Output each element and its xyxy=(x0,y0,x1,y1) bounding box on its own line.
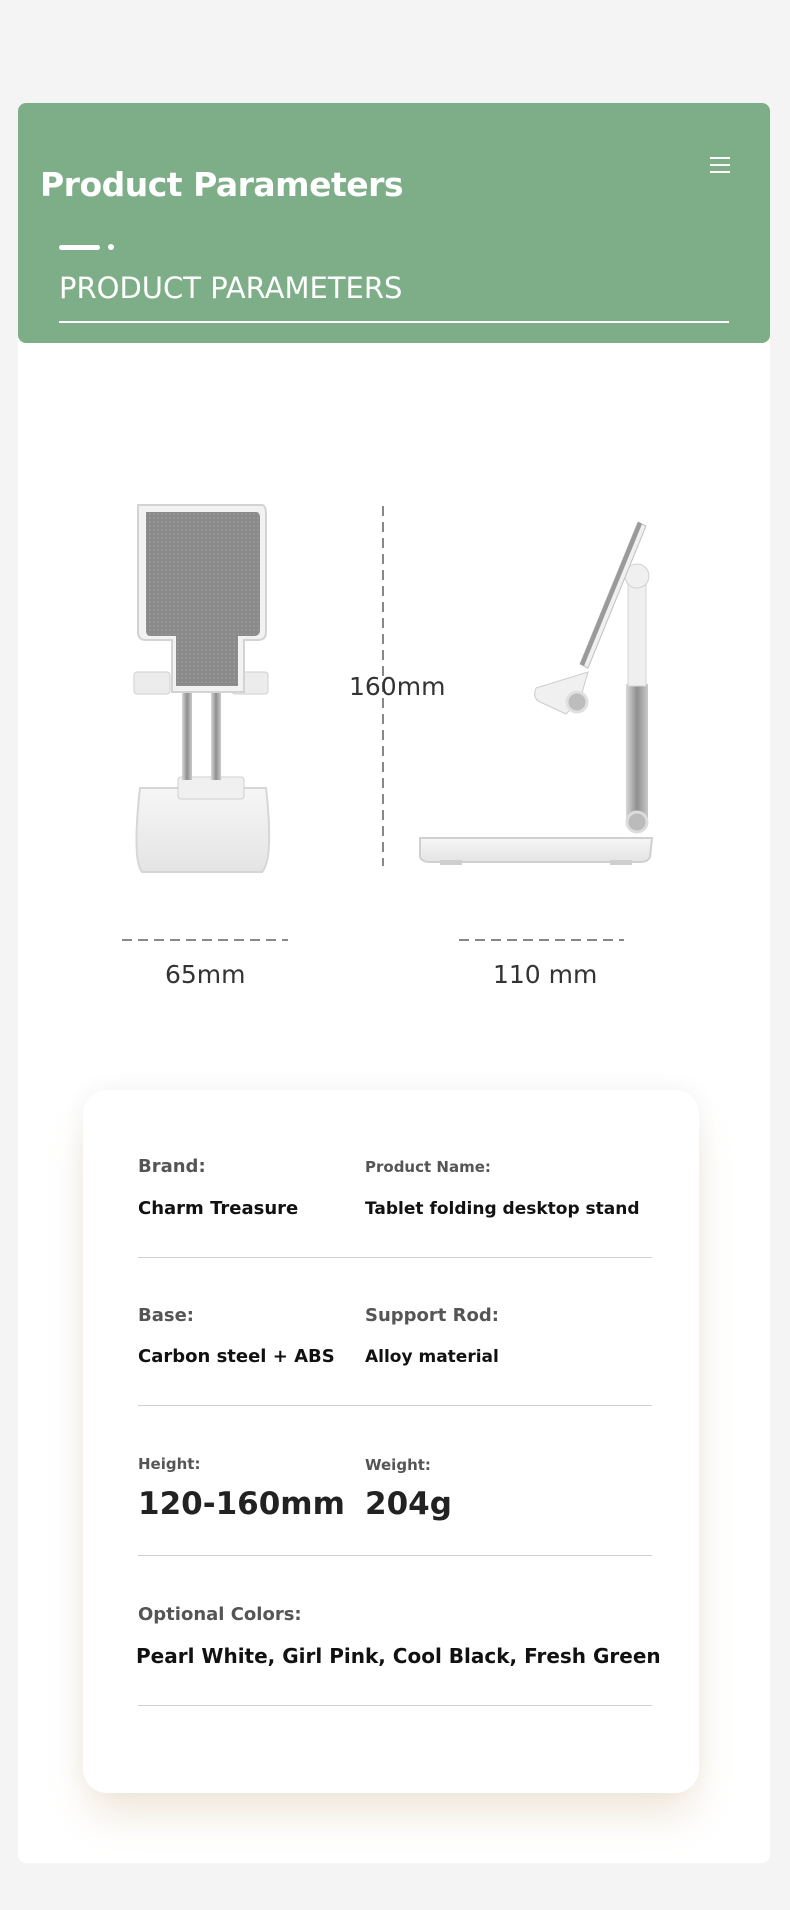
height-dimension-label: 160mm xyxy=(349,672,446,701)
spec-divider xyxy=(138,1257,652,1258)
base-value: Carbon steel + ABS xyxy=(138,1346,335,1367)
brand-label: Brand: xyxy=(138,1156,206,1177)
spec-divider xyxy=(138,1405,652,1406)
front-view-stand xyxy=(134,505,269,872)
base-label: Base: xyxy=(138,1305,194,1326)
support-rod-label: Support Rod: xyxy=(365,1305,499,1326)
depth-dimension-label: 110 mm xyxy=(493,960,598,989)
spec-divider xyxy=(138,1555,652,1556)
weight-label: Weight: xyxy=(365,1456,431,1474)
weight-value: 204g xyxy=(365,1486,452,1522)
spec-divider xyxy=(138,1705,652,1706)
product-name-label: Product Name: xyxy=(365,1158,491,1176)
page-title: Product Parameters xyxy=(40,165,404,204)
height-label: Height: xyxy=(138,1455,201,1473)
width-dimension-label: 65mm xyxy=(165,960,246,989)
brand-value: Charm Treasure xyxy=(138,1198,299,1219)
side-view-stand xyxy=(420,522,652,865)
support-rod-value: Alloy material xyxy=(365,1347,499,1367)
colors-label: Optional Colors: xyxy=(138,1604,302,1625)
specifications-card xyxy=(83,1090,699,1793)
product-name-value: Tablet folding desktop stand xyxy=(365,1199,640,1219)
height-value: 120-160mm xyxy=(138,1486,345,1522)
page-subtitle: PRODUCT PARAMETERS xyxy=(59,271,403,305)
colors-value: Pearl White, Girl Pink, Cool Black, Fresh Green xyxy=(136,1644,661,1668)
